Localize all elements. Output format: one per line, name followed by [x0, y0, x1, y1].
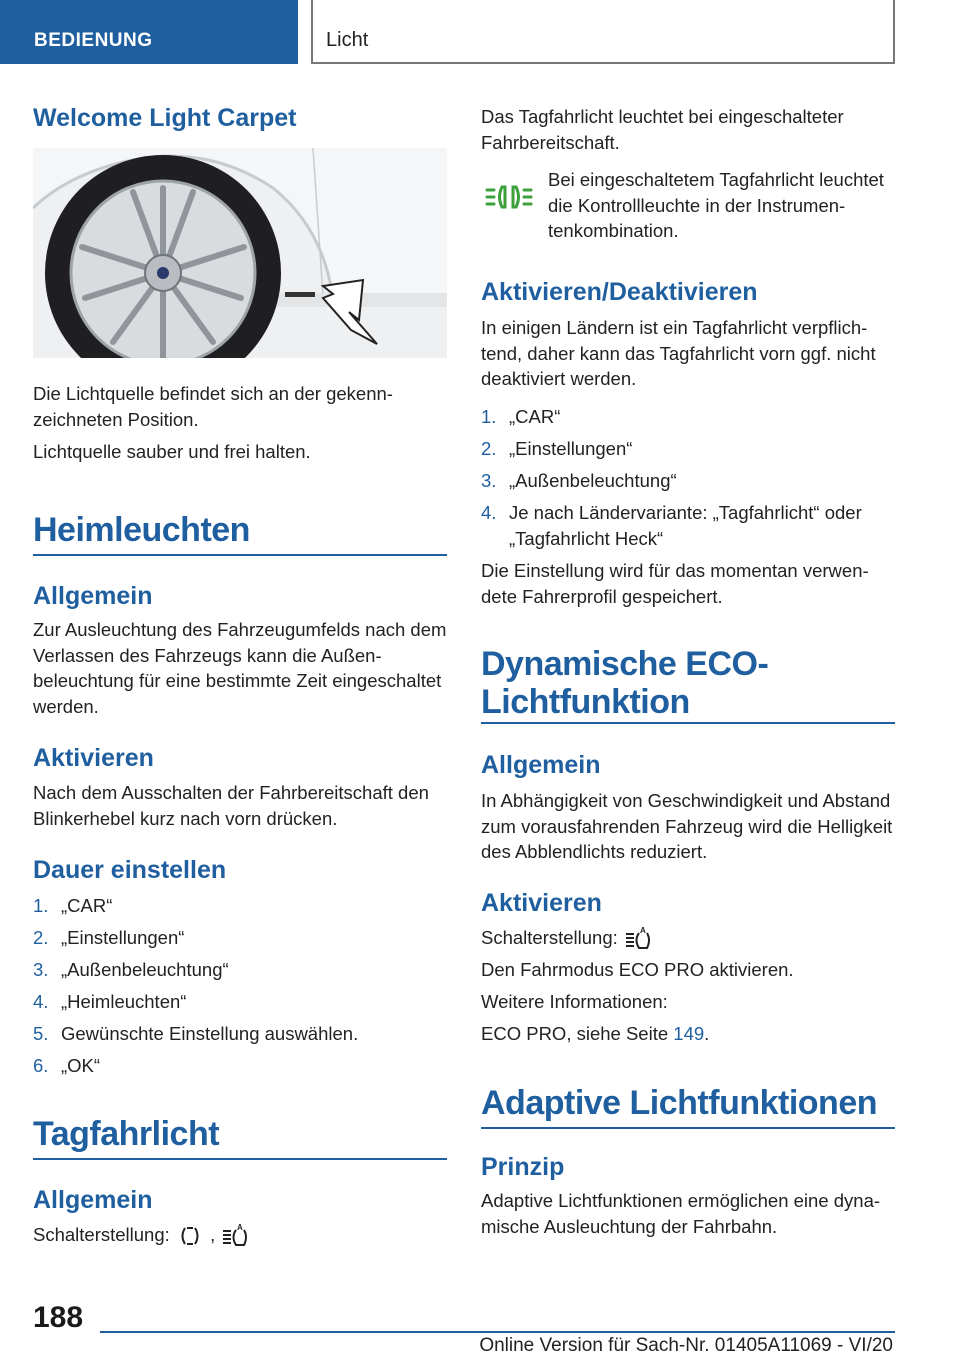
heading-heimleuchten: Heimleuchten — [33, 511, 447, 556]
allgemein-3-text: In Abhängigkeit von Geschwindigkeit und Abstand zum vorausfahrenden Fahrzeug wird die Helligkeit des Abblendlichts reduziert. — [481, 790, 893, 862]
heading-allgemein-2: Allgemein — [33, 1186, 153, 1214]
heading-aktivieren-1: Aktivieren — [33, 744, 154, 772]
prinzip-text: Adaptive Lichtfunktionen ermöglichen eine dynamische Ausleuchtung der Fahrbahn. — [481, 1190, 881, 1237]
heading-allgemein-1: Allgemein — [33, 582, 153, 610]
aktivieren-3-mode-text: Den Fahrmodus ECO PRO aktivieren. — [481, 959, 794, 980]
intro-text: Das Tagfahrlicht leuchtet bei eingeschalteter Fahrbereitschaft. — [481, 106, 844, 153]
page-reference-link[interactable]: 149 — [673, 1023, 705, 1044]
parking-light-switch-icon — [175, 1222, 205, 1250]
heading-dauer-einstellen: Dauer einstellen — [33, 856, 227, 884]
heading-tagfahrlicht: Tagfahrlicht — [33, 1115, 447, 1160]
welcome-text-2: Lichtquelle sauber und frei halten. — [33, 441, 311, 462]
auto-light-switch-icon — [220, 1222, 250, 1250]
aktivieren-3-switch-text: Schalterstellung: A — [481, 925, 895, 953]
allgemein-1-text: Zur Ausleuchtung des Fahrzeugumfelds nach dem Verlassen des Fahrzeugs kann die Außenbeleuchtung für eine bestimmte Zeit eingeschaltet werden. — [33, 619, 447, 717]
heading-eco-line-2: Lichtfunktion — [481, 683, 895, 724]
aktivieren-1-text: Nach dem Ausschalten der Fahrbereitschaft den Blinkerhebel kurz nach vorn drücken. — [33, 782, 429, 829]
aktivieren-3-info-label: Weitere Informationen: — [481, 991, 668, 1012]
aktivieren-3-reference: ECO PRO, siehe Seite 149. — [481, 1023, 710, 1044]
footer-version-note: Online Version für Sach-Nr. 01405A11069 - VI/20 — [479, 1335, 893, 1356]
car-wheel-illustration — [33, 148, 447, 358]
heading-aktivieren-3: Aktivieren — [481, 889, 602, 917]
section-label: BEDIENUNG — [34, 30, 153, 51]
svg-text:A: A — [237, 1223, 244, 1233]
welcome-text-1: Die Lichtquelle befindet sich an der gekennzeichneten Position. — [33, 383, 393, 430]
auto-light-switch-icon — [623, 925, 653, 953]
heading-aktivieren-deaktivieren: Aktivieren/Deaktivieren — [481, 278, 758, 306]
heading-eco-line-1: Dynamische ECO- — [481, 645, 769, 683]
footer-divider — [100, 1331, 895, 1333]
topic-box — [311, 0, 895, 64]
save-text: Die Einstellung wird für das momentan verwendete Fahrerprofil gespeichert. — [481, 560, 869, 607]
svg-text:A: A — [639, 926, 646, 936]
topic-label: Licht — [326, 29, 369, 51]
heading-welcome-light-carpet: Welcome Light Carpet — [33, 104, 297, 132]
allgemein-2-text: Schalterstellung: , A — [33, 1222, 447, 1250]
heading-allgemein-3: Allgemein — [481, 751, 601, 779]
heading-adaptive-lichtfunktionen: Adaptive Lichtfunktionen — [481, 1084, 895, 1129]
page-number: 188 — [33, 1301, 84, 1334]
section-tab — [0, 0, 298, 64]
aktivieren-deaktivieren-text: In einigen Ländern ist ein Tagfahrlicht verpflichtend, daher kann das Tagfahrlicht vorn ggf. nicht deaktiviert werden. — [481, 317, 876, 389]
daytime-running-light-indicator-icon — [481, 170, 537, 224]
indicator-text: Bei eingeschaltetem Tagfahrlicht leuchtet die Kontrollleuchte in der Instrumentenkombination. — [548, 169, 884, 241]
heading-prinzip: Prinzip — [481, 1153, 565, 1181]
